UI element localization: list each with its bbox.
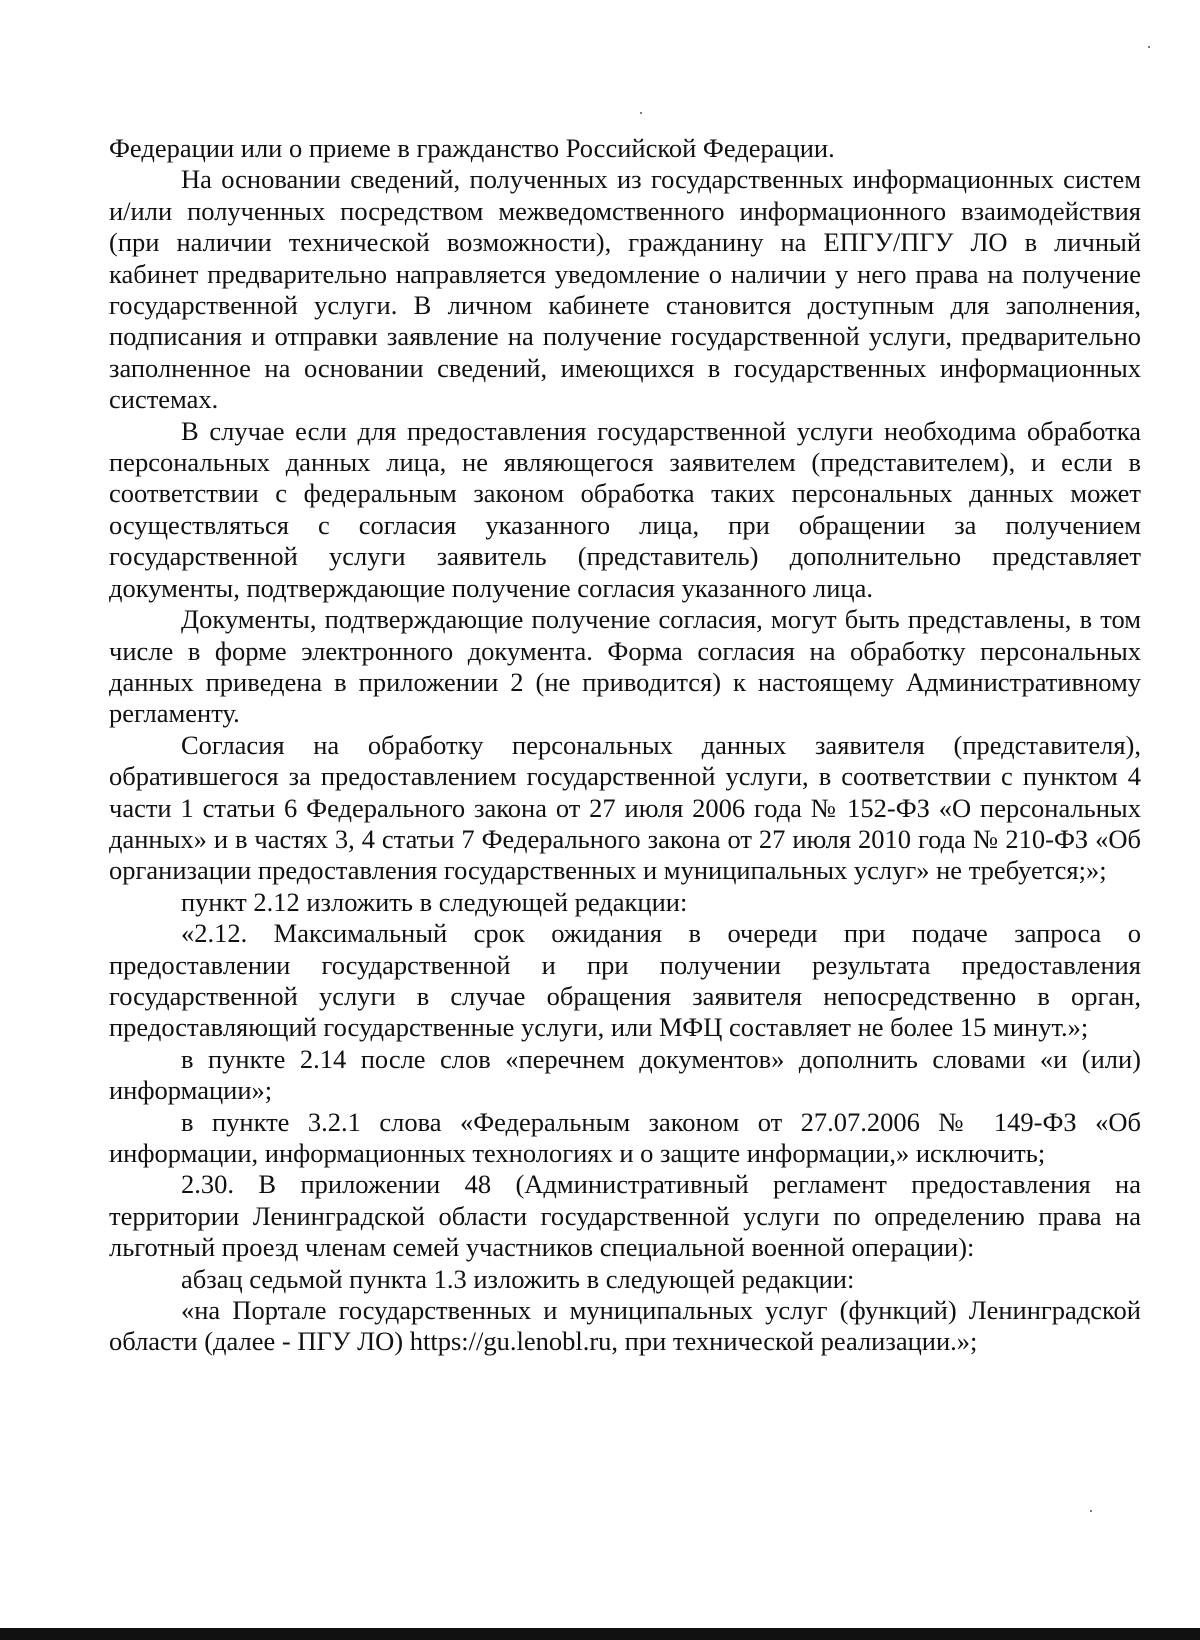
paragraph-consent-not-required: Согласия на обработку персональных данных заявителя (представителя), обратившегося за предоставлением государственной услуги, в соответствии с пунктом 4 части 1 статьи 6 Федерального закона от 27 июля 2006 года № 152-ФЗ «О персональных данных» и в частях 3, 4 статьи 7 Федерального закона от 27 июля 2010 года № 210-ФЗ «Об организации предоставления государственных и муниципальных услуг» не требуется;»; xyxy=(109,729,1141,886)
scan-speck xyxy=(640,112,642,114)
paragraph-consent-documents: Документы, подтверждающие получение согласия, могут быть представлены, в том числе в форме электронного документа. Форма согласия на обработку персональных данных приведена в приложении 2 (не приводится) к настоящему Административному регламенту. xyxy=(109,604,1141,729)
paragraph-item-2-12-intro: пункт 2.12 изложить в следующей редакции: xyxy=(181,886,688,917)
paragraph-item-2-12: «2.12. Максимальный срок ожидания в очереди при подаче запроса о предоставлении государственной и при получении результата предоставления государственной услуги в случае обращения заявителя непосредственно в орган, предоставляющий государственные услуги, или МФЦ составляет не более 15 минут.»; xyxy=(109,918,1141,1043)
paragraph-item-2-14: в пункте 2.14 после слов «перечнем документов» дополнить словами «и (или) информации»; xyxy=(109,1043,1141,1106)
paragraph-item-1-3-intro: абзац седьмой пункта 1.3 изложить в следующей редакции: xyxy=(181,1263,855,1294)
paragraph-portal: «на Портале государственных и муниципальных услуг (функций) Ленинградской области (далее - ПГУ ЛО) https://gu.lenobl.ru, при технической реализации.»; xyxy=(109,1295,1141,1357)
scan-edge-bar xyxy=(0,1628,1200,1640)
document-body xyxy=(109,133,1141,1358)
paragraph-continuation: Федерации или о приеме в гражданство Российской Федерации. xyxy=(109,133,835,163)
paragraph-appendix-48: 2.30. В приложении 48 (Административный регламент предоставления на территории Ленинградской области государственной услуги по определению права на льготный проезд членам семей участников специальной военной операции): xyxy=(109,1169,1141,1263)
scan-speck xyxy=(1148,46,1150,48)
scan-speck xyxy=(1090,1510,1092,1512)
paragraph-item-3-2-1: в пункте 3.2.1 слова «Федеральным законом от 27.07.2006 № 149-ФЗ «Об информации, информационных технологиях и о защите информации,» исключить; xyxy=(109,1106,1141,1168)
paragraph-notification: На основании сведений, полученных из государственных информационных систем и/или полученных посредством межведомственного информационного взаимодействия (при наличии технической возможности), гражданину на ЕПГУ/ПГУ ЛО в личный кабинет предварительно направляется уведомление о наличии у него права на получение государственной услуги. В личном кабинете становится доступным для заполнения, подписания и отправки заявление на получение государственной услуги, предварительно заполненное на основании сведений, имеющихся в государственных информационных системах. xyxy=(109,164,1141,415)
paragraph-personal-data: В случае если для предоставления государственной услуги необходима обработка персональных данных лица, не являющегося заявителем (представителем), и если в соответствии с федеральным законом обработка таких персональных данных может осуществляться с согласия указанного лица, при обращении за получением государственной услуги заявитель (представитель) дополнительно представляет документы, подтверждающие получение согласия указанного лица. xyxy=(109,415,1141,603)
